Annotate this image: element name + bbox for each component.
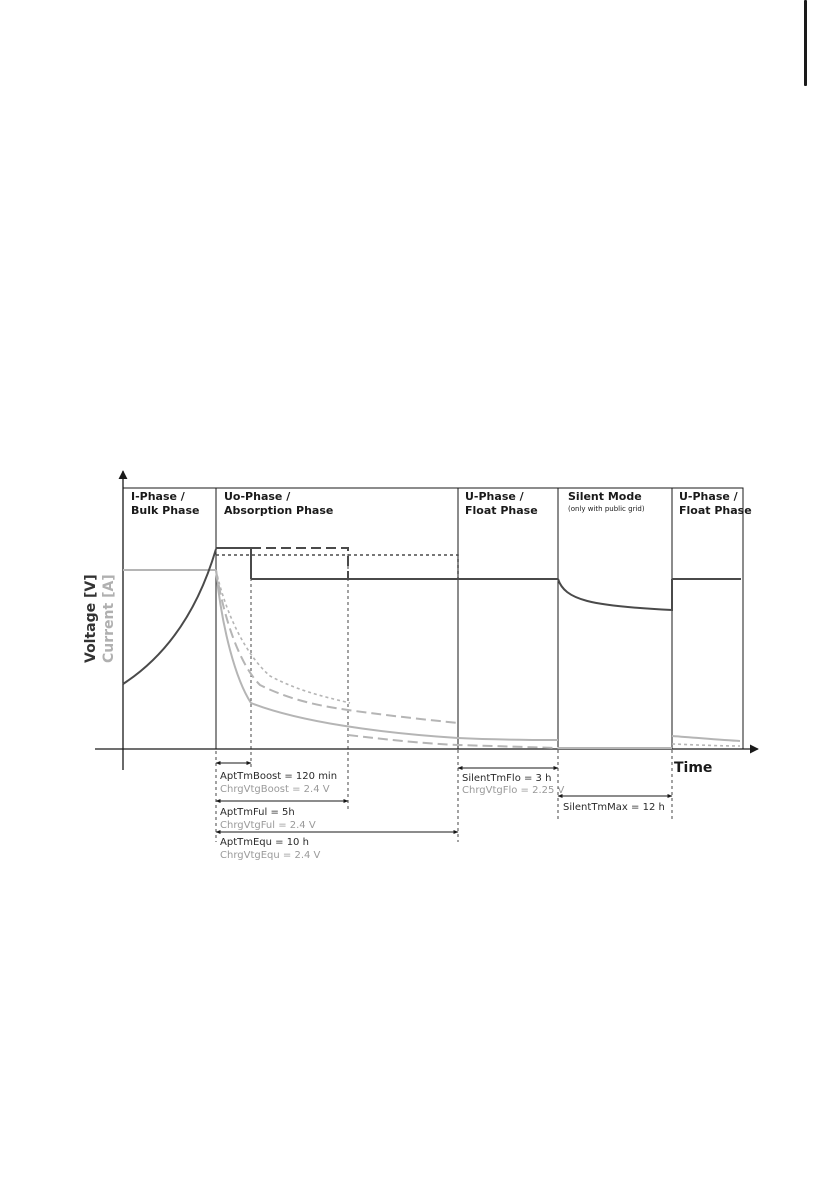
- phase-box-bulk: [123, 488, 216, 749]
- phase-5-title-line2: Float Phase: [679, 504, 752, 517]
- silent-max-time-text: SilentTmMax = 12 h: [563, 802, 665, 813]
- voltage-silent-decay: [558, 579, 672, 610]
- equ-voltage-text: ChrgVtgEqu = 2.4 V: [220, 850, 321, 861]
- time-guides: [216, 541, 672, 842]
- x-axis-time-label: Time: [674, 760, 713, 776]
- phase-5-title-line1: U-Phase /: [679, 490, 738, 503]
- current-float-2: [672, 736, 740, 741]
- phase-1-title-line2: Bulk Phase: [131, 504, 200, 517]
- equ-time-text: AptTmEqu = 10 h: [220, 837, 309, 848]
- phase-4-title-line1: Silent Mode: [568, 490, 642, 503]
- silent-flo-time-text: SilentTmFlo = 3 h: [462, 773, 552, 784]
- phase-box-absorption: [216, 488, 458, 749]
- phase-4-note: (only with public grid): [568, 505, 645, 513]
- current-float-2-dashed: [672, 744, 740, 746]
- phase-3-title-line1: U-Phase /: [465, 490, 524, 503]
- float-voltage-text: ChrgVtgFlo = 2.25 V: [462, 785, 565, 796]
- phase-2-title-line2: Absorption Phase: [224, 504, 334, 517]
- full-voltage-text: ChrgVtgFul = 2.4 V: [220, 820, 316, 831]
- phase-2-title-line1: Uo-Phase /: [224, 490, 291, 503]
- phase-3-title-line2: Float Phase: [465, 504, 538, 517]
- phase-box-silent: [558, 488, 672, 749]
- y-axis-current-label: Current [A]: [101, 574, 117, 663]
- boost-voltage-text: ChrgVtgBoost = 2.4 V: [220, 784, 330, 795]
- phase-box-float-2: [672, 488, 743, 749]
- voltage-full-dashed: [251, 548, 348, 579]
- phase-1-title-line1: I-Phase /: [131, 490, 185, 503]
- voltage-boost: [216, 548, 251, 579]
- y-axis-voltage-label: Voltage [V]: [83, 574, 99, 663]
- current-decay-full: [216, 570, 458, 723]
- full-time-text: AptTmFul = 5h: [220, 807, 295, 818]
- phase-box-float-1: [458, 488, 558, 749]
- voltage-equ-dotted: [216, 555, 458, 579]
- boost-time-text: AptTmBoost = 120 min: [220, 771, 338, 782]
- current-decay-equ: [216, 570, 350, 703]
